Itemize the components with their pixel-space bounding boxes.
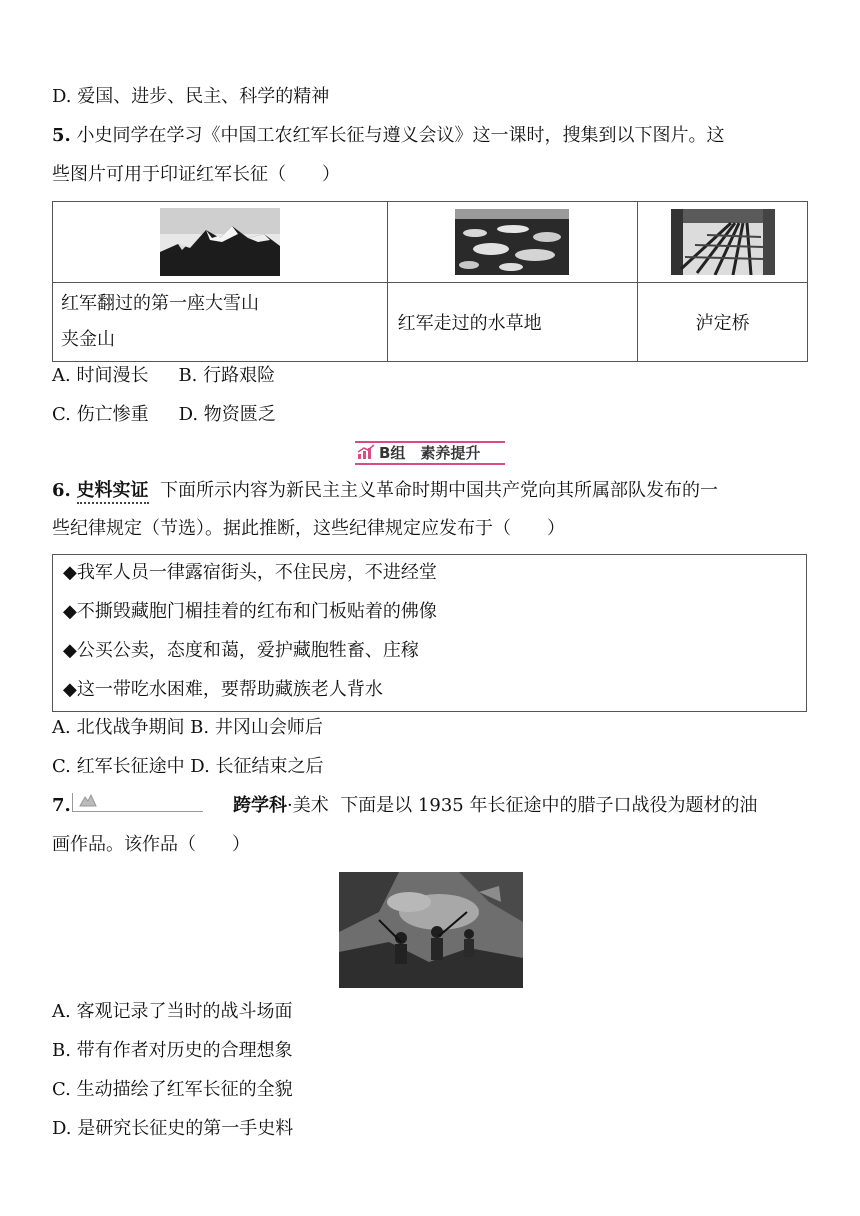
q5-options-row2 xyxy=(52,403,276,427)
q5-caption-1-line2: 夹金山 xyxy=(61,329,115,350)
q5-stem-text: 小史同学在学习《中国工农红军长征与遵义会议》这一课时，搜集到以下图片。这 xyxy=(76,125,725,146)
q5-caption-2: 红军走过的水草地 xyxy=(387,283,638,362)
q7-option-c: C. 生动描绘了红军长征的全貌 xyxy=(52,1079,293,1100)
q6-rule-4: ◆这一带吃水困难，要帮助藏族老人背水 xyxy=(63,679,383,700)
growth-chart-icon xyxy=(357,444,375,460)
q7-stem-text: 下面是以 1935 年长征途中的腊子口战役为题材的油 xyxy=(340,795,758,816)
q5-caption-3: 泸定桥 xyxy=(638,283,808,362)
q7-stem-line1 xyxy=(233,794,757,818)
q5-caption-1 xyxy=(53,283,388,362)
snow-mountain-photo xyxy=(160,208,280,276)
q7-stem-line2: 画作品。该作品（ ） xyxy=(52,834,250,855)
q5-option-d: D. 物资匮乏 xyxy=(178,404,276,425)
grassland-photo xyxy=(455,209,569,275)
q5-image-cell-1 xyxy=(53,202,388,283)
q7-option-b: B. 带有作者对历史的合理想象 xyxy=(52,1040,293,1061)
section-b-badge xyxy=(349,441,511,465)
q6-stem-line1 xyxy=(52,479,718,503)
q6-options-row1: A. 北伐战争期间 B. 井冈山会师后 xyxy=(52,717,323,738)
q7-tag: 跨学科 xyxy=(233,795,287,816)
section-b-label: B组 素养提升 xyxy=(379,444,481,462)
q6-stem-text: 下面所示内容为新民主主义革命时期中国共产党向其所属部队发布的一 xyxy=(159,480,718,501)
q7-answer-blank xyxy=(72,793,203,812)
luding-bridge-photo xyxy=(671,209,775,275)
q7-option-a: A. 客观记录了当时的战斗场面 xyxy=(52,1001,293,1022)
q5-image-cell-3 xyxy=(638,202,808,283)
q5-image-cell-2 xyxy=(387,202,638,283)
mountain-icon xyxy=(79,793,97,807)
q5-options-row1 xyxy=(52,364,275,388)
q5-option-b: B. 行路艰险 xyxy=(178,365,276,386)
q6-tag: 史料实证 xyxy=(77,480,149,504)
q5-option-a: A. 时间漫长 xyxy=(52,365,149,386)
q7-number: 7. xyxy=(52,795,71,816)
q5-caption-1-line1: 红军翻过的第一座大雪山 xyxy=(61,293,259,314)
q5-stem-line1 xyxy=(52,124,725,148)
q5-image-table xyxy=(52,201,808,362)
battle-painting xyxy=(339,872,523,988)
q5-stem-line2: 些图片可用于印证红军长征（ ） xyxy=(52,164,340,185)
q6-rule-1: ◆我军人员一律露宿街头，不住民房，不进经堂 xyxy=(63,562,437,583)
q7-tag-suffix: ·美术 xyxy=(287,795,329,816)
q6-rule-3: ◆公买公卖，态度和蔼，爱护藏胞牲畜、庄稼 xyxy=(63,640,419,661)
q6-rule-2: ◆不撕毁藏胞门楣挂着的红布和门板贴着的佛像 xyxy=(63,601,437,622)
q7-number-line xyxy=(52,794,71,818)
q5-option-c: C. 伤亡惨重 xyxy=(52,404,149,425)
q5-number: 5. xyxy=(52,125,71,146)
q6-stem-line2: 些纪律规定（节选）。据此推断，这些纪律规定应发布于（ ） xyxy=(52,518,565,539)
q6-rules-box xyxy=(52,554,807,712)
q4-option-d: D. 爱国、进步、民主、科学的精神 xyxy=(52,86,330,107)
q7-option-d: D. 是研究长征史的第一手史料 xyxy=(52,1118,294,1139)
q6-options-row2: C. 红军长征途中 D. 长征结束之后 xyxy=(52,756,324,777)
q6-number: 6. xyxy=(52,480,71,501)
